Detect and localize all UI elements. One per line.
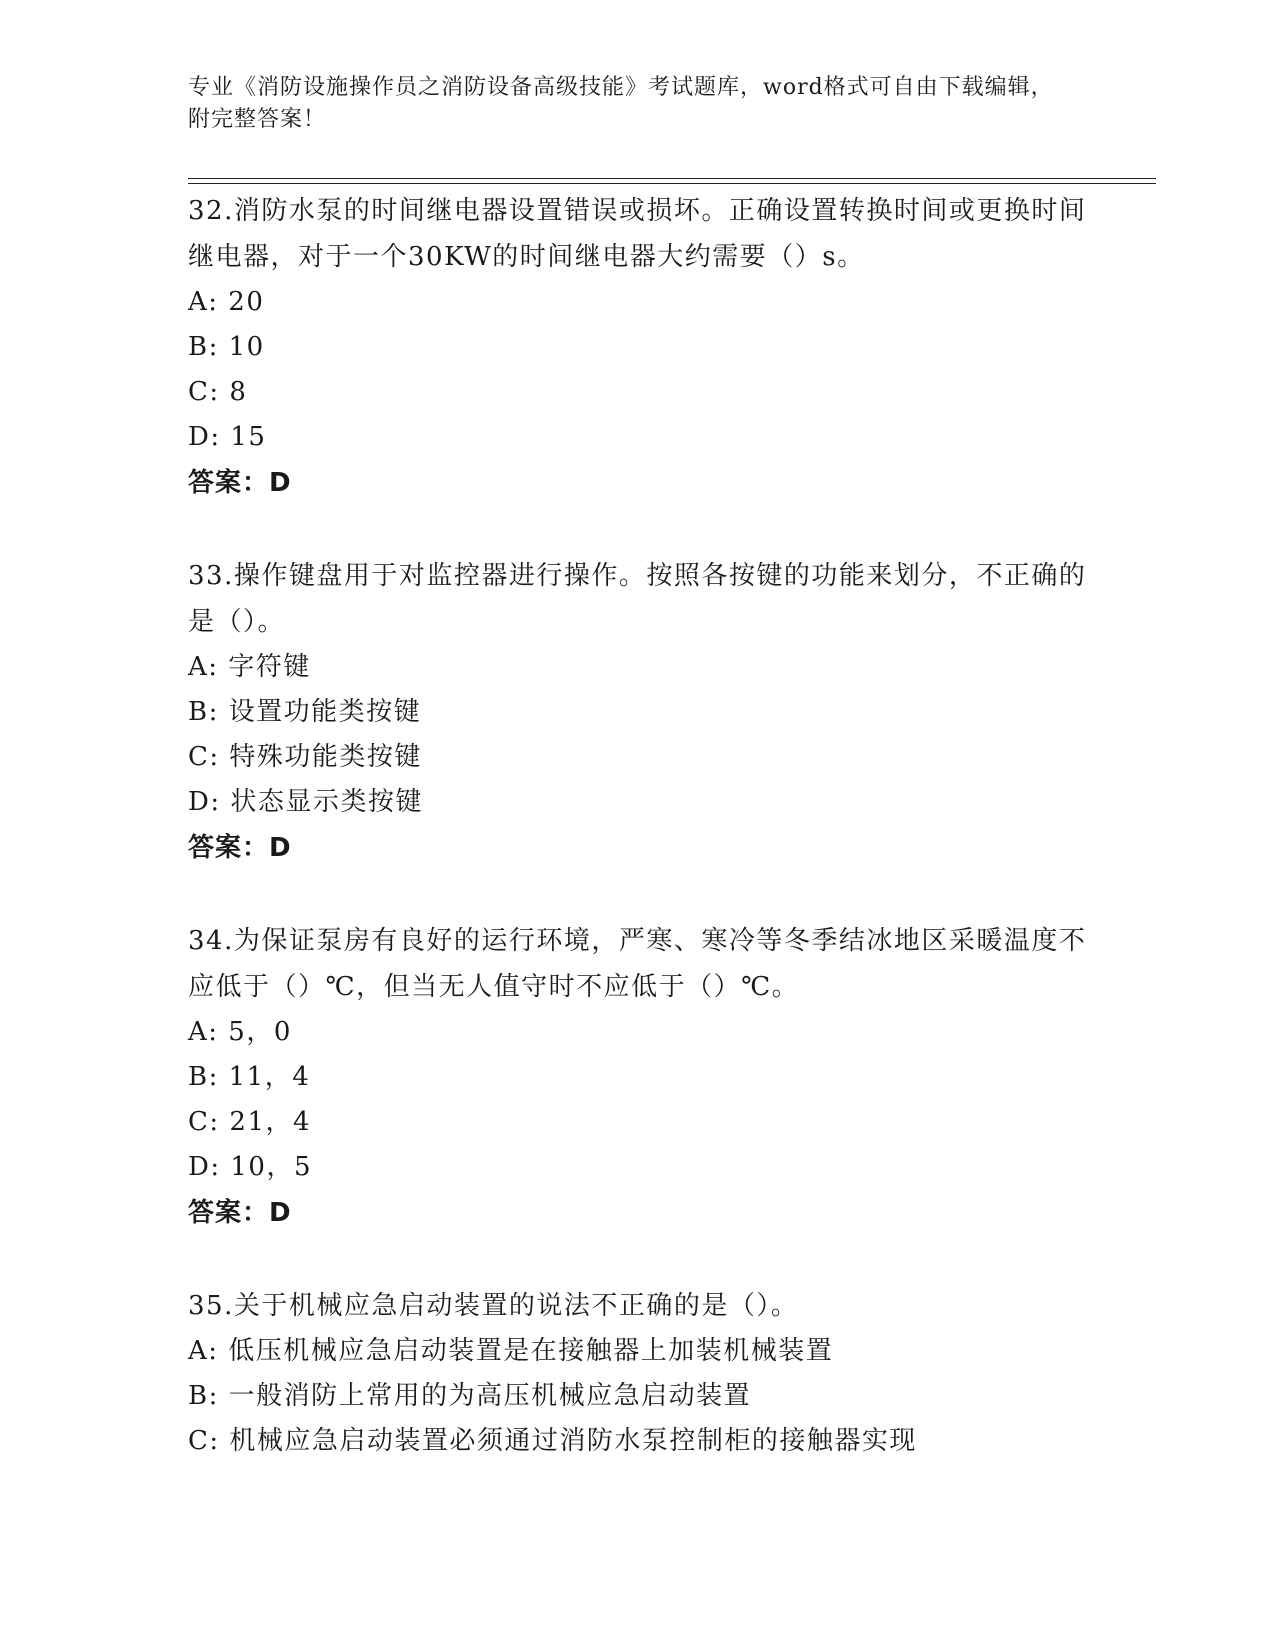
header-rule-top bbox=[188, 178, 1156, 179]
option-c: C: 机械应急启动装置必须通过消防水泵控制柜的接触器实现 bbox=[188, 1426, 917, 1456]
option-c: C: 21，4 bbox=[188, 1107, 312, 1137]
question-stem: 33.操作键盘用于对监控器进行操作。按照各按键的功能来划分，不正确的是（）。 bbox=[188, 561, 1087, 637]
answer: 答案：D bbox=[188, 1198, 292, 1228]
option-a: A: 5，0 bbox=[188, 1017, 292, 1047]
question-35 bbox=[188, 1283, 1088, 1464]
answer: 答案：D bbox=[188, 468, 292, 498]
option-b: B: 11，4 bbox=[188, 1062, 311, 1092]
question-32 bbox=[188, 188, 1088, 506]
option-b: B: 设置功能类按键 bbox=[188, 697, 422, 727]
option-b: B: 一般消防上常用的为高压机械应急启动装置 bbox=[188, 1381, 752, 1411]
option-c: C: 8 bbox=[188, 377, 248, 407]
document-header: 专业《消防设施操作员之消防设备高级技能》考试题库，word格式可自由下载编辑，附完整答案！ bbox=[188, 75, 1054, 132]
question-stem: 35.关于机械应急启动装置的说法不正确的是（）。 bbox=[188, 1291, 799, 1321]
option-a: A: 字符键 bbox=[188, 652, 311, 682]
option-d: D: 10，5 bbox=[188, 1152, 312, 1182]
option-a: A: 低压机械应急启动装置是在接触器上加装机械装置 bbox=[188, 1336, 834, 1366]
header-rule-bottom bbox=[188, 183, 1156, 184]
question-stem: 34.为保证泵房有良好的运行环境，严寒、寒冷等冬季结冰地区采暖温度不应低于（）℃，但当无人值守时不应低于（）℃。 bbox=[188, 926, 1087, 1002]
option-a: A: 20 bbox=[188, 287, 265, 317]
option-c: C: 特殊功能类按键 bbox=[188, 742, 422, 772]
option-d: D: 状态显示类按键 bbox=[188, 787, 423, 817]
option-d: D: 15 bbox=[188, 422, 267, 452]
question-33 bbox=[188, 553, 1088, 871]
answer: 答案：D bbox=[188, 833, 292, 863]
question-stem: 32.消防水泵的时间继电器设置错误或损坏。正确设置转换时间或更换时间继电器，对于一个30KW的时间继电器大约需要（）s。 bbox=[188, 196, 1087, 272]
question-34 bbox=[188, 918, 1088, 1236]
option-b: B: 10 bbox=[188, 332, 265, 362]
